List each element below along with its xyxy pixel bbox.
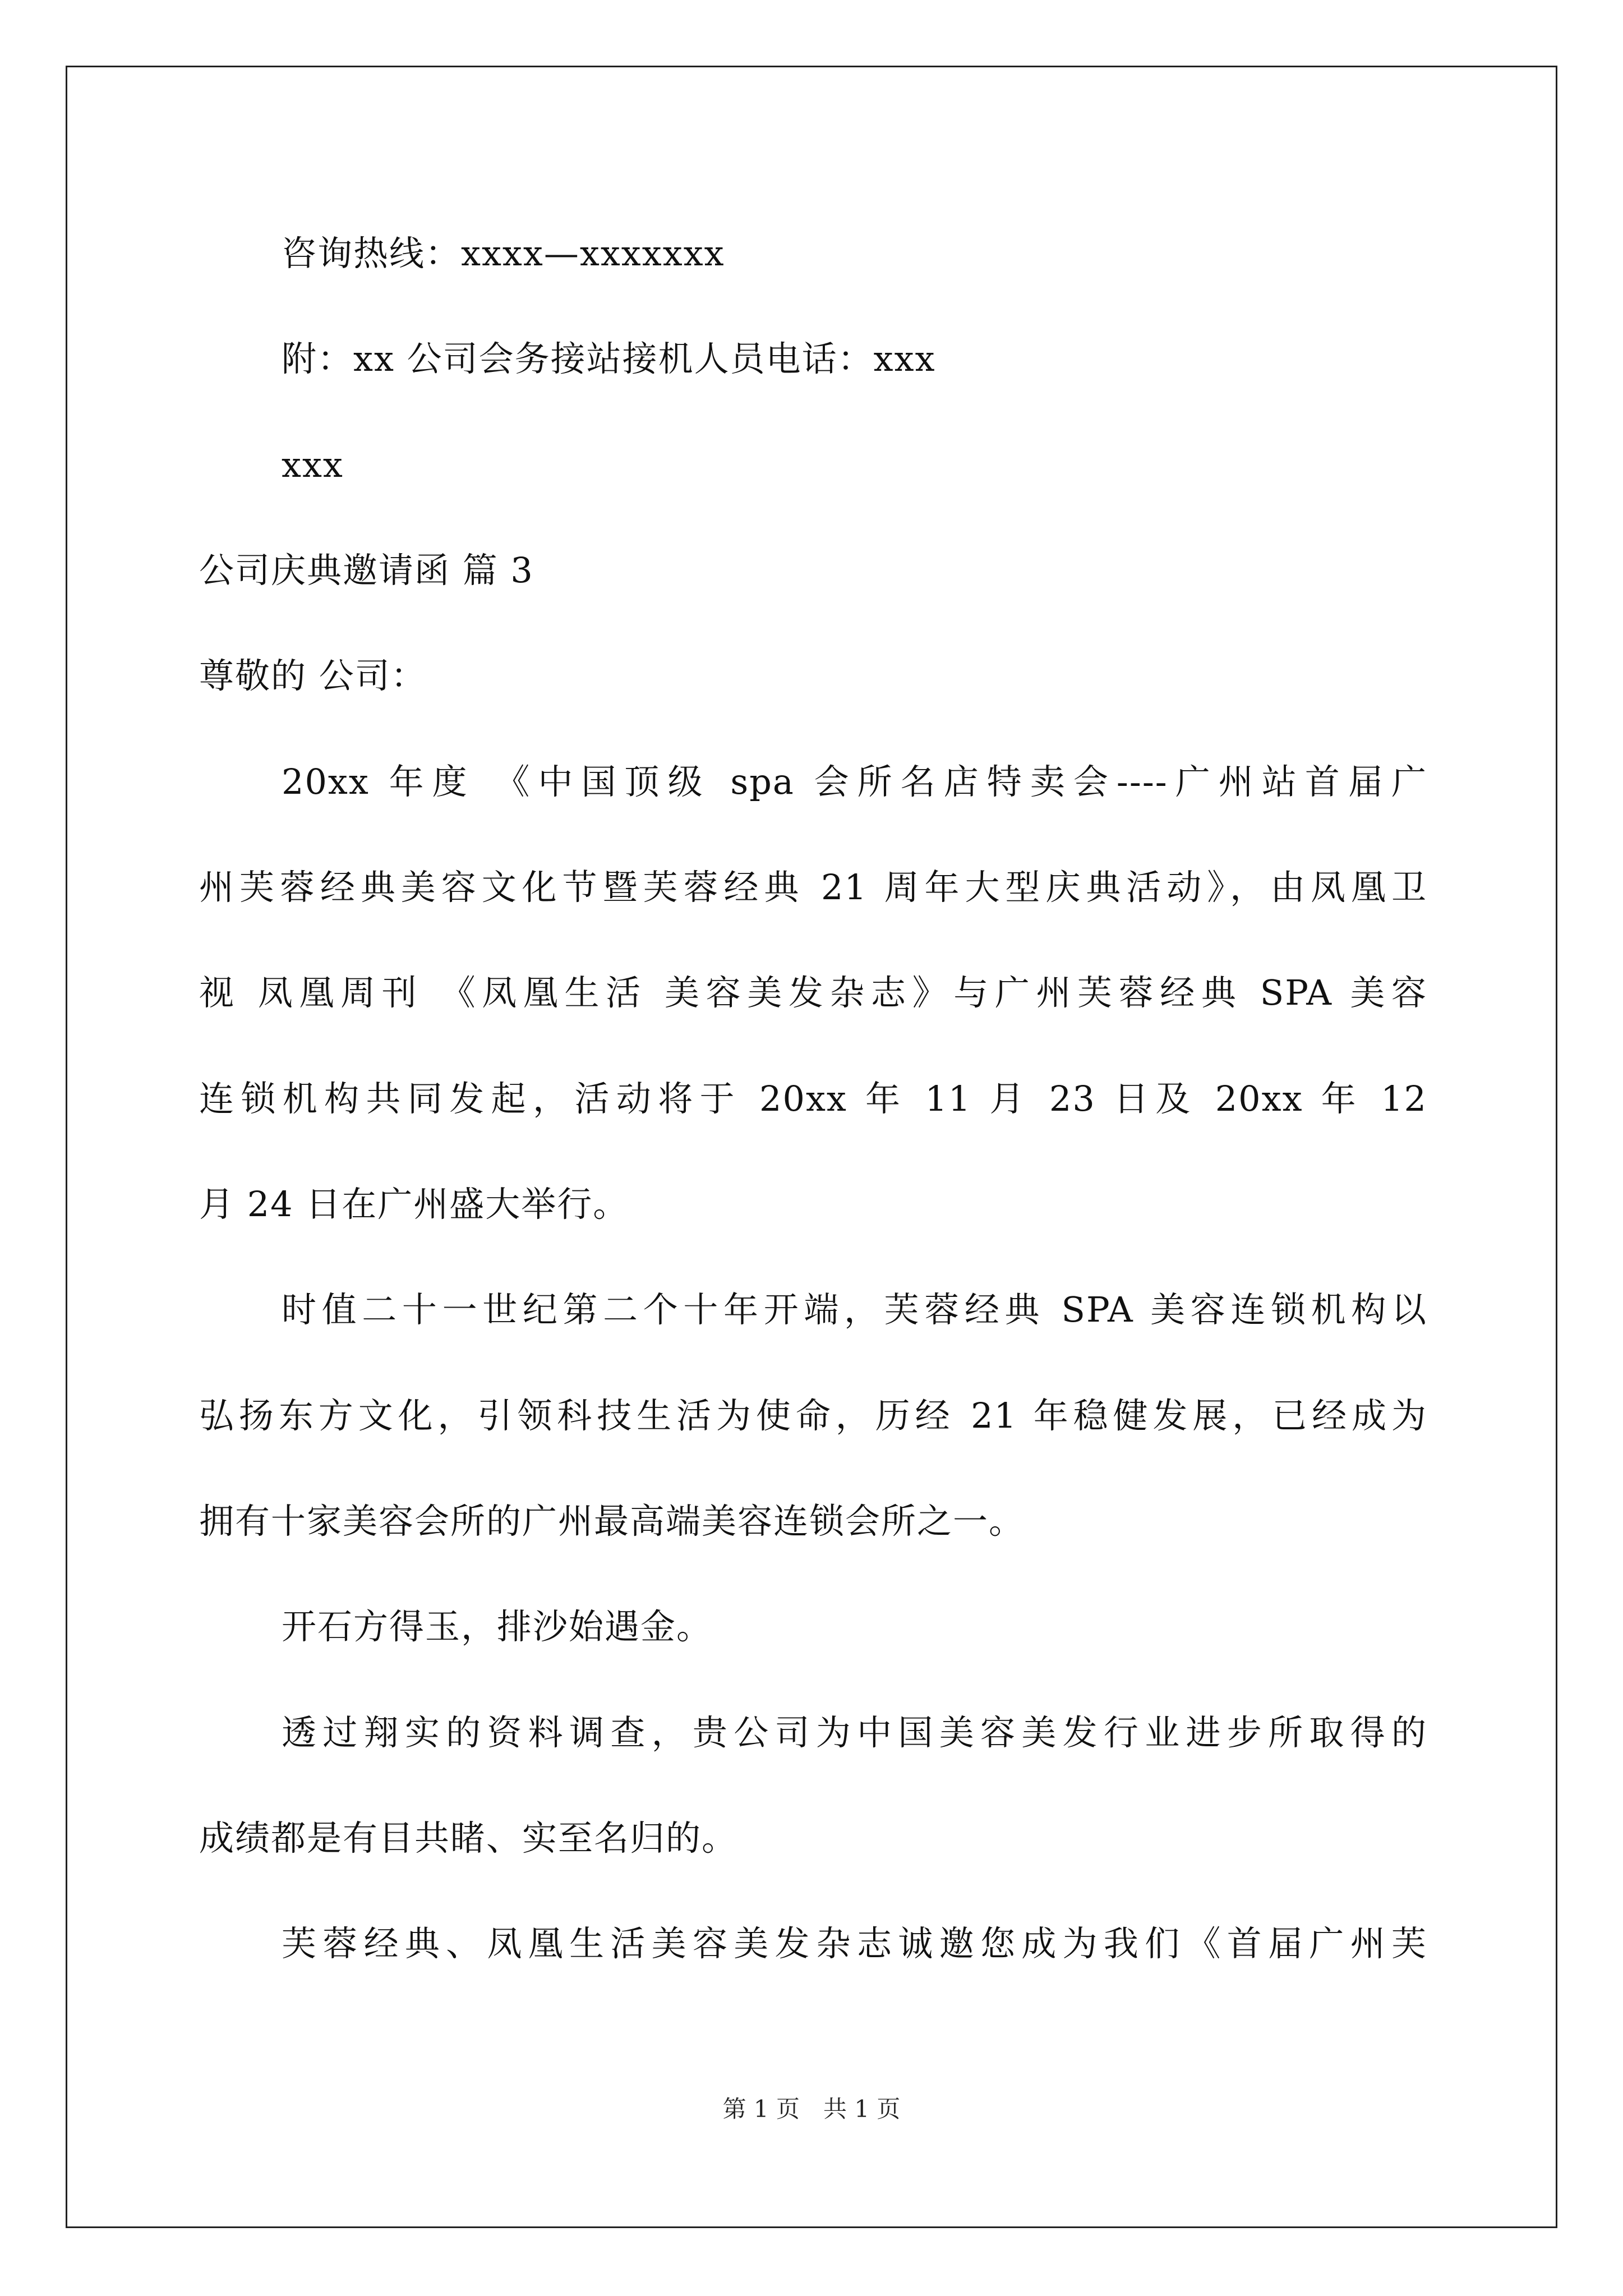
paragraph-1-line-2: 州芙蓉经典美容文化节暨芙蓉经典 21 周年大型庆典活动》，由凤凰卫 — [199, 867, 1427, 908]
paragraph-2-line-1: 时值二十一世纪第二个十年开端，芙蓉经典 SPA 美容连锁机构以 — [282, 1289, 1427, 1330]
page-border — [66, 66, 1557, 2228]
paragraph-4-line-2: 成绩都是有目共睹、实至名归的。 — [199, 1818, 738, 1858]
paragraph-1-line-1: 20xx 年度 《中国顶级 spa 会所名店特卖会----广州站首届广 — [282, 761, 1427, 802]
paragraph-2-line-2: 弘扬东方文化，引领科技生活为使命，历经 21 年稳健发展，已经成为 — [199, 1395, 1427, 1436]
paragraph-1-line-5: 月 24 日在广州盛大举行。 — [199, 1184, 629, 1225]
paragraph-3-line-1: 开石方得玉，排沙始遇金。 — [282, 1606, 713, 1647]
paragraph-1-line-4: 连锁机构共同发起，活动将于 20xx 年 11 月 23 日及 20xx 年 12 — [199, 1078, 1427, 1119]
hotline-line: 咨询热线：xxxx—xxxxxxx — [282, 233, 725, 274]
paragraph-4-line-1: 透过翔实的资料调查，贵公司为中国美容美发行业进步所取得的 — [282, 1712, 1427, 1753]
contact-line: 附：xx 公司会务接站接机人员电话：xxx — [282, 338, 936, 379]
paragraph-5-line-1: 芙蓉经典、凤凰生活美容美发杂志诚邀您成为我们《首届广州芙 — [282, 1923, 1427, 1964]
page-footer: 第 1 页 共 1 页 — [722, 2095, 901, 2123]
paragraph-1-line-3: 视 凤凰周刊 《凤凰生活 美容美发杂志》与广州芙蓉经典 SPA 美容 — [199, 972, 1427, 1013]
contact-continued-line: xxx — [282, 444, 344, 485]
section-heading: 公司庆典邀请函 篇 3 — [199, 550, 534, 591]
salutation: 尊敬的 公司： — [199, 655, 427, 696]
paragraph-2-line-3: 拥有十家美容会所的广州最高端美容连锁会所之一。 — [199, 1501, 1025, 1542]
